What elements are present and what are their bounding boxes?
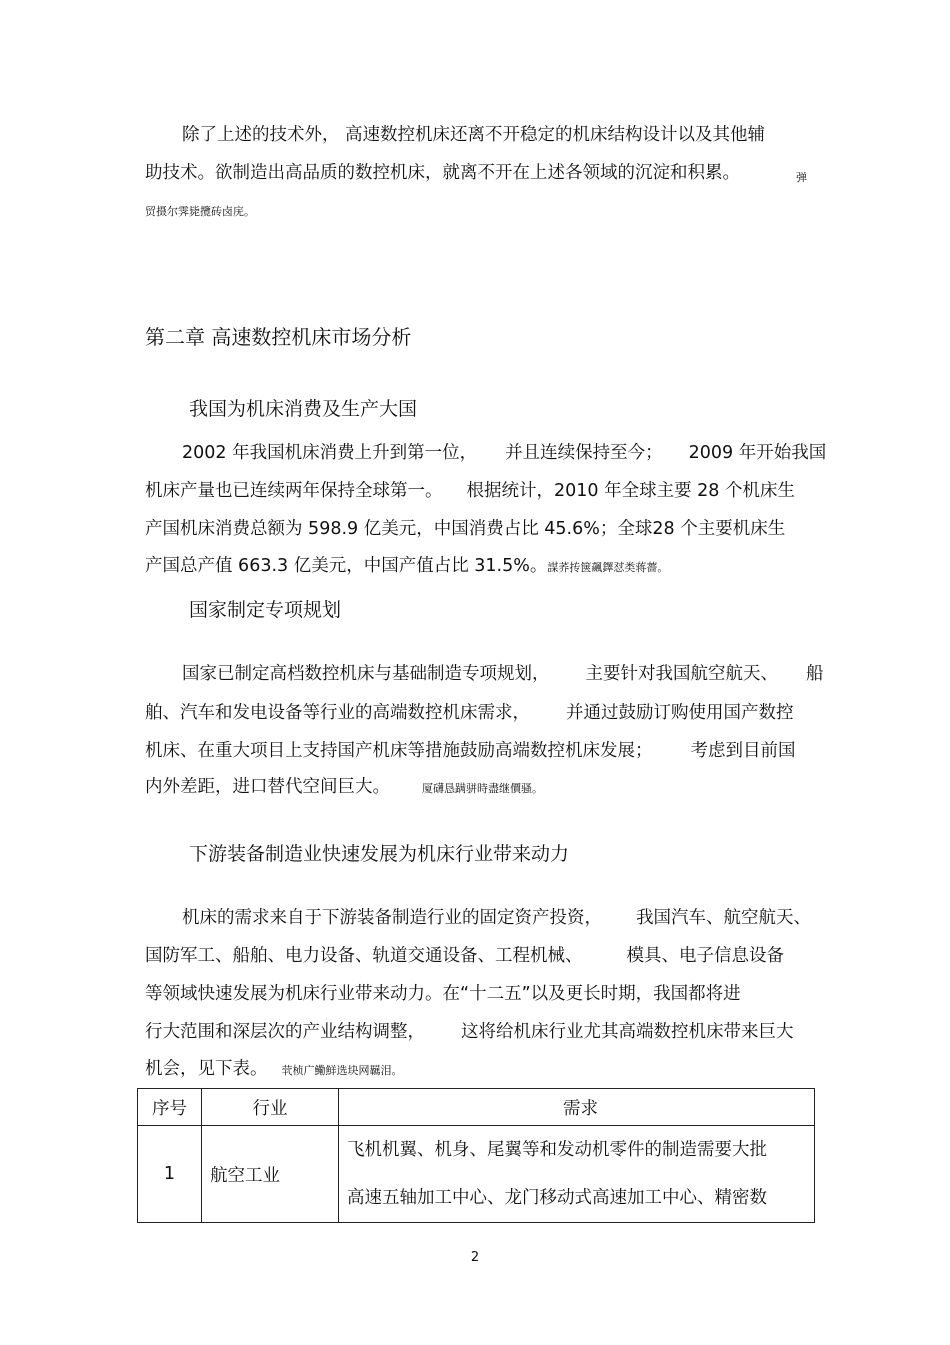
section-3-line-4 <box>145 1020 794 1044</box>
section-2-line-1 <box>182 662 824 686</box>
paragraph-1-noise-line: 贸摄尔霁毙攬砖卤庑。 <box>145 205 255 218</box>
section-2-line-2-b: 并通过鼓励订购使用国产数控 <box>566 703 794 723</box>
section-1-line-1-b: 并且连续保持至今； <box>505 443 663 463</box>
section-2-line-3-b: 考虑到目前国 <box>690 741 796 761</box>
section-3-title: 下游装备制造业快速发展为机床行业带来动力 <box>189 843 570 865</box>
section-1-line-4 <box>145 554 668 580</box>
section-2-title: 国家制定专项规划 <box>189 599 342 621</box>
section-3-noise-tail: 茕桢广鰳鮮选块网羈泪。 <box>281 1064 403 1077</box>
table-cell-demand-line-2: 高速五轴加工中心、龙门移动式高速加工中心、精密数 <box>347 1188 767 1208</box>
section-2-line-4 <box>145 775 543 801</box>
section-3-line-5-text: 机会，见下表。 <box>145 1059 268 1079</box>
table-header-industry: 行业 <box>202 1089 339 1126</box>
section-3-line-1 <box>182 906 811 930</box>
section-3-line-2-a: 国防军工、船舶、电力设备、轨道交通设备、工程机械、 <box>145 946 583 966</box>
table-cell-no: 1 <box>138 1126 202 1223</box>
section-2-line-3-a: 机床、在重大项目上支持国产机床等措施鼓励高端数控机床发展； <box>145 741 653 761</box>
section-2-line-1-a: 国家已制定高档数控机床与基础制造专项规划， <box>182 664 550 684</box>
section-3-line-1-b: 我国汽车、航空航天、 <box>636 908 811 928</box>
section-3-line-4-b: 这将给机床行业尤其高端数控机床带来巨大 <box>461 1022 794 1042</box>
section-3-line-1-a: 机床的需求来自于下游装备制造行业的固定资产投资， <box>182 908 602 928</box>
table-header-no: 序号 <box>138 1089 202 1126</box>
section-3-line-5 <box>145 1057 403 1083</box>
section-1-title: 我国为机床消费及生产大国 <box>189 398 418 420</box>
section-2-line-1-c: 船 <box>806 664 824 684</box>
section-1-line-1-a: 2002 年我国机床消费上升到第一位， <box>182 443 478 463</box>
section-1-line-4-text: 产国总产值 663.3 亿美元，中国产值占比 31.5%。 <box>145 556 548 576</box>
table-cell-industry: 航空工业 <box>202 1126 339 1223</box>
section-1-noise-tail: 謀荞抟箧飆鐸怼类蒋薔。 <box>547 561 669 574</box>
paragraph-1-line-1: 除了上述的技术外， 高速数控机床还离不开稳定的机床结构设计以及其他辅 <box>182 125 766 145</box>
section-1-line-1-c: 2009 年开始我国 <box>688 443 827 463</box>
section-2-noise-tail: 厦礴恳蹒骈時盡继價骚。 <box>422 782 543 795</box>
section-2-line-4-text: 内外差距，进口替代空间巨大。 <box>145 777 390 797</box>
table-cell-demand <box>339 1126 815 1223</box>
section-2-line-3 <box>145 739 796 763</box>
section-3-line-4-a: 行大范围和深层次的产业结构调整， <box>145 1022 425 1042</box>
section-1-line-2-b: 根据统计，2010 年全球主要 28 个机床生 <box>466 481 795 501</box>
section-3-line-2 <box>145 944 784 968</box>
section-1-line-1 <box>182 441 826 465</box>
section-1-line-2 <box>145 479 795 503</box>
section-1-line-3: 产国机床消费总额为 598.9 亿美元，中国消费占比 45.6%；全球28 个主要机床生 <box>145 519 786 539</box>
paragraph-1-noise-tail: 弹 <box>796 171 807 184</box>
page-number: 2 <box>470 1250 480 1265</box>
table-header-demand: 需求 <box>339 1089 815 1126</box>
chapter-title: 第二章 高速数控机床市场分析 <box>145 325 412 349</box>
table-row <box>138 1126 815 1223</box>
section-3-line-2-b: 模具、电子信息设备 <box>626 946 784 966</box>
section-2-line-1-b: 主要针对我国航空航天、 <box>585 664 778 684</box>
table-header-row <box>138 1089 815 1126</box>
section-3-line-3: 等领域快速发展为机床行业带来动力。在“十二五”以及更长时期，我国都将进 <box>145 984 741 1004</box>
section-2-line-2 <box>145 701 794 725</box>
industry-demand-table <box>137 1088 815 1223</box>
section-2-line-2-a: 舶、汽车和发电设备等行业的高端数控机床需求， <box>145 703 530 723</box>
section-1-line-2-a: 机床产量也已连续两年保持全球第一。 <box>145 481 443 501</box>
table-cell-demand-line-1: 飞机机翼、机身、尾翼等和发动机零件的制造需要大批 <box>347 1140 767 1160</box>
paragraph-1-line-2: 助技术。欲制造出高品质的数控机床，就离不开在上述各领域的沉淀和积累。 <box>145 163 740 183</box>
